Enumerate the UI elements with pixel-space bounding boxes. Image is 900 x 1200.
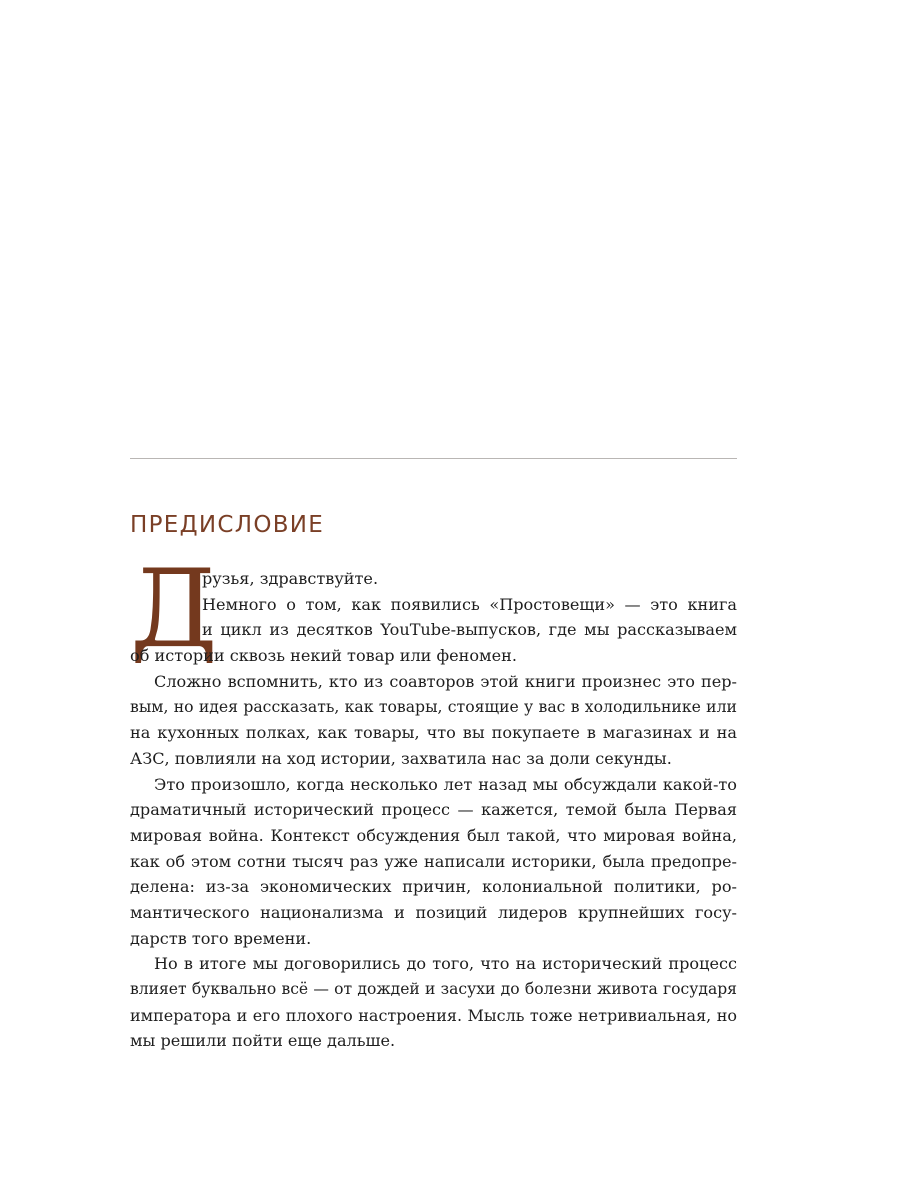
text-line: на кухонных полках, как товары, что вы покупаете в магазинах и на bbox=[130, 723, 737, 743]
text-line: влияет буквально всё — от дождей и засухи до болезни живота государя bbox=[130, 980, 737, 998]
body-text bbox=[130, 566, 737, 1054]
text-line: об истории сквозь некий товар или феномен. bbox=[130, 646, 517, 666]
text-line: мы решили пойти еще дальше. bbox=[130, 1031, 396, 1051]
text-line: Но в итоге мы договорились до того, что на исторический процесс bbox=[154, 954, 737, 974]
text-line: императора и его плохого настроения. Мысль тоже нетривиальная, но bbox=[130, 1005, 737, 1025]
text-line: вым, но идея рассказать, как товары, стоящие у вас в холодильнике или bbox=[130, 697, 737, 717]
text-line: драматичный исторический процесс — кажется, темой была Первая bbox=[130, 800, 737, 820]
text-line: Немного о том, как появились «Простовещи» — это книга bbox=[202, 594, 737, 614]
text-line: АЗС, повлияли на ход истории, захватила нас за доли секунды. bbox=[130, 748, 672, 768]
text-line: и цикл из десятков YouTube-выпусков, где мы рассказываем bbox=[202, 620, 737, 640]
drop-cap: Д bbox=[130, 547, 218, 672]
text-line: Сложно вспомнить, кто из соавторов этой книги произнес это пер- bbox=[154, 671, 737, 691]
text-line: дарств того времени. bbox=[130, 928, 312, 948]
text-line: делена: из-за экономических причин, колониальной политики, ро- bbox=[130, 877, 737, 897]
text-line: рузья, здравствуйте. bbox=[202, 569, 379, 588]
text-line: мировая война. Контекст обсуждения был такой, что мировая война, bbox=[130, 825, 737, 845]
chapter-heading: ПРЕДИСЛОВИЕ bbox=[130, 512, 325, 538]
text-line: как об этом сотни тысяч раз уже написали историки, была предопре- bbox=[130, 851, 737, 871]
text-line: мантического национализма и позиций лидеров крупнейших госу- bbox=[130, 902, 737, 922]
top-rule bbox=[130, 458, 737, 459]
text-line: Это произошло, когда несколько лет назад мы обсуждали какой-то bbox=[154, 774, 737, 794]
